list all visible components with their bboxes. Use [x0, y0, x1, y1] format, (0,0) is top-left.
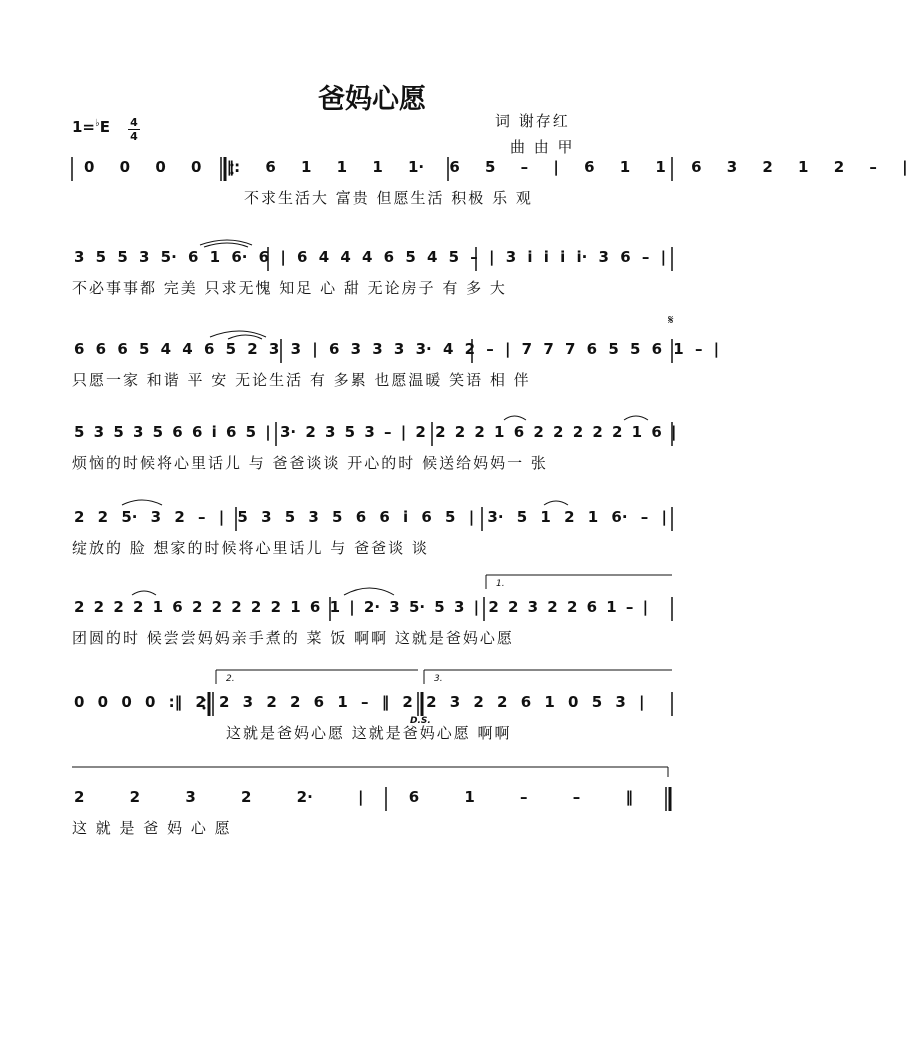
ds-marking: D.S.: [410, 716, 431, 726]
meter-bottom: 4: [130, 130, 138, 143]
volta-2-label: 2.: [226, 674, 235, 684]
notes-line-2: 3 5 5 3 5· 6 1 6· 6 | 6 4 4 4 6 5 4 5 – | 3 i i i i· 3 6 – |: [74, 248, 667, 266]
volta-1-label: 1.: [496, 579, 505, 589]
lyrics-line-1: 不求生活大 富贵 但愿生活 积极 乐 观: [244, 189, 533, 207]
lyrics-line-8: 这 就 是 爸 妈 心 愿: [72, 819, 232, 837]
key-prefix: 1=: [72, 118, 96, 136]
meter-top: 4: [130, 116, 138, 129]
lyrics-line-6: 团圆的时 候尝尝妈妈亲手煮的 菜 饭 啊啊 这就是爸妈心愿: [72, 629, 514, 647]
song-title: 爸妈心愿: [318, 84, 426, 115]
notes-line-6: 2 2 2 2 1 6 2 2 2 2 2 1 6 1 | 2· 3 5· 5 3 | 2 2 3 2 2 6 1 – |: [74, 598, 649, 616]
lyrics-line-2: 不必事事都 完美 只求无愧 知足 心 甜 无论房子 有 多 大: [72, 279, 507, 297]
lyricist-credit: 词 谢存红: [495, 112, 570, 130]
notes-line-5: 2 2 5· 3 2 – | 5 3 5 3 5 6 6 i 6 5 | 3· 5 1 2 1 6· – |: [74, 508, 667, 526]
segno-sign: 𝄋: [668, 313, 674, 328]
notes-line-3: 6 6 6 5 4 4 6 5 2 3 3 | 6 3 3 3 3· 4 2 – | 7 7 7 6 5 5 6 1 – |: [74, 340, 720, 358]
key-note: E: [99, 118, 110, 136]
notes-line-7: 0 0 0 0 :‖ 2 2 3 2 2 6 1 – ‖ 2 2 3 2 2 6 1 0 5 3 |: [74, 693, 645, 711]
time-signature: [128, 117, 140, 142]
key-signature: [72, 118, 110, 136]
composer-credit: 曲 由 甲: [510, 138, 575, 156]
notes-line-4: 5 3 5 3 5 6 6 i 6 5 | 3· 2 3 5 3 – | 2 2 2 2 1 6 2 2 2 2 2 1 6 |: [74, 423, 677, 441]
lyrics-line-4: 烦恼的时候将心里话儿 与 爸爸谈谈 开心的时 候送给妈妈一 张: [72, 454, 548, 472]
lyrics-line-7: 这就是爸妈心愿 这就是爸妈心愿 啊啊: [226, 724, 512, 742]
notes-line-8: 2 2 3 2 2· | 6 1 – – ‖: [74, 788, 633, 806]
lyrics-line-5: 绽放的 脸 想家的时候将心里话儿 与 爸爸谈 谈: [72, 539, 429, 557]
flat-sign: ♭: [95, 118, 100, 129]
volta-3-label: 3.: [434, 674, 443, 684]
lyrics-line-3: 只愿一家 和谐 平 安 无论生活 有 多累 也愿温暖 笑语 相 伴: [72, 371, 531, 389]
notes-line-1: 0 0 0 0 ‖: 6 1 1 1 1· 6 5 – | 6 1 1 6 3 2 1 2 – |: [84, 158, 908, 176]
